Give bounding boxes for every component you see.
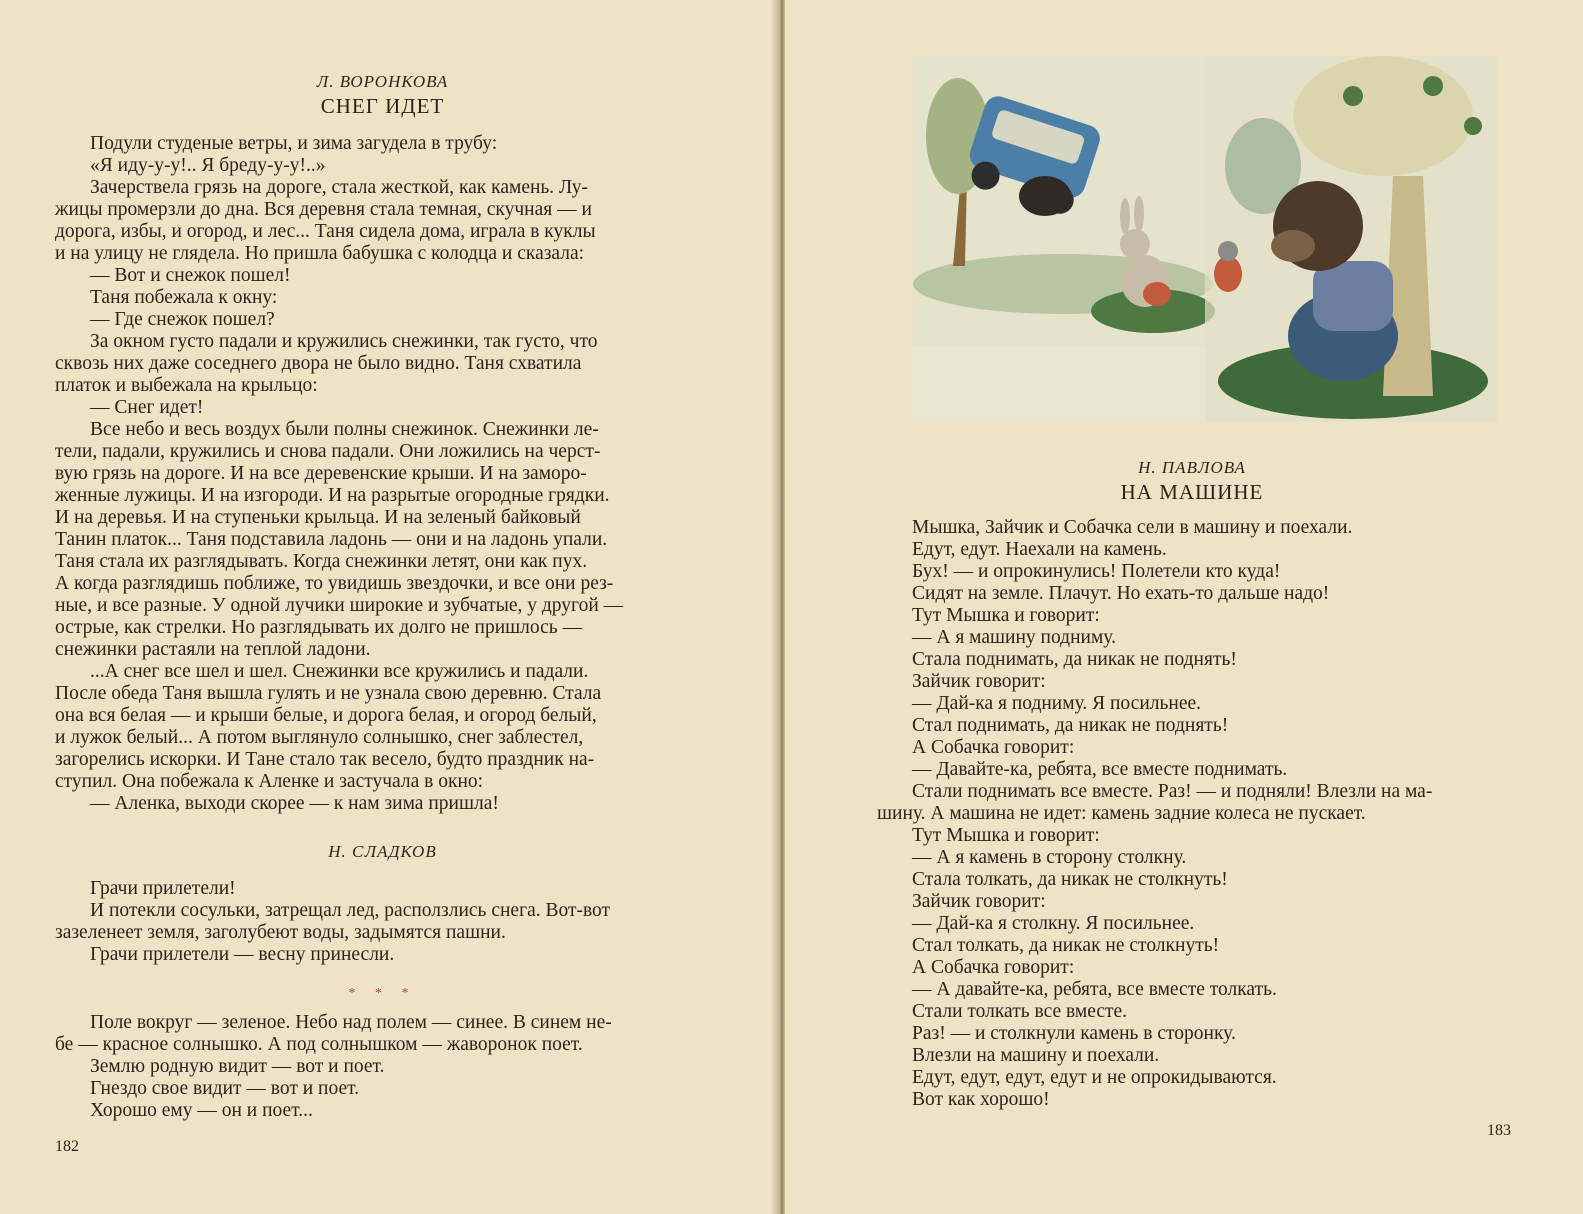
text-line: загорелись искорки. И Тане стало так весело, будто праздник на-	[55, 749, 595, 770]
text-line: — Вот и снежок пошел!	[90, 265, 291, 286]
text-line: «Я иду-у-у!.. Я бреду-у-у!..»	[90, 155, 326, 176]
text-line: Стал толкать, да никак не столкнуть!	[912, 935, 1220, 956]
text-line: — Дай-ка я столкну. Я посильнее.	[912, 913, 1195, 934]
text-line: жицы промерзли до дна. Вся деревня стала темная, скучная — и	[55, 199, 592, 220]
text-line: она вся белая — и крыши белые, и дорога белая, и огород белый,	[55, 705, 597, 726]
section-separator-stars: * * *	[348, 986, 417, 1001]
text-line: — Давайте-ка, ребята, все вместе поднимать.	[912, 759, 1288, 780]
text-line: Тут Мышка и говорит:	[912, 605, 1100, 626]
text-line: Мышка, Зайчик и Собачка сели в машину и поехали.	[912, 517, 1353, 538]
text-line: Грачи прилетели — весну принесли.	[90, 944, 395, 965]
story-title: НА МАШИНЕ	[1120, 480, 1264, 504]
story-author: Н. СЛАДКОВ	[328, 842, 437, 861]
text-line: — Где снежок пошел?	[90, 309, 275, 330]
story-text	[55, 878, 710, 966]
story-title: СНЕГ ИДЕТ	[320, 94, 445, 118]
text-line: Раз! — и столкнули камень в сторонку.	[912, 1023, 1236, 1044]
text-line: дорога, избы, и огород, и лес... Таня сидела дома, играла в куклы	[55, 221, 596, 242]
text-line: — Дай-ка я подниму. Я посильнее.	[912, 693, 1202, 714]
text-line: Таня побежала к окну:	[90, 287, 278, 308]
page-number: 183	[1487, 1122, 1511, 1139]
text-line: ные, и все разные. У одной лучики широкие и зубчатые, у другой —	[55, 595, 624, 616]
text-line: Зайчик говорит:	[912, 671, 1046, 692]
story-na-mashine	[877, 458, 1507, 1111]
text-line: Стал поднимать, да никак не поднять!	[912, 715, 1229, 736]
text-line: ...А снег все шел и шел. Снежинки все кружились и падали.	[90, 661, 589, 682]
story-author: Л. ВОРОНКОВА	[316, 72, 449, 91]
text-line: А Собачка говорит:	[912, 737, 1075, 758]
page-number: 182	[55, 1138, 79, 1155]
story-pole	[55, 986, 710, 1122]
right-page	[785, 0, 1583, 1214]
text-line: шину. А машина не идет: камень задние колеса не пускает.	[877, 803, 1366, 824]
text-line: Сидят на земле. Плачут. Но ехать-то дальше надо!	[912, 583, 1330, 604]
text-line: снежинки растаяли на теплой ладони.	[55, 639, 371, 660]
text-line: и на улицу не глядела. Но пришла бабушка с колодца и сказала:	[55, 243, 585, 264]
text-line: бе — красное солнышко. А под солнышком — жаворонок поет.	[55, 1034, 583, 1055]
text-line: и лужок белый... А потом выглянуло солнышко, снег заблестел,	[55, 727, 584, 748]
text-line: Зачерствела грязь на дороге, стала жесткой, как камень. Лу-	[90, 177, 589, 198]
text-line: Хорошо ему — он и поет...	[90, 1100, 313, 1121]
text-line: зазеленеет земля, заголубеют воды, задымятся пашни.	[55, 922, 506, 943]
text-line: Стали толкать все вместе.	[912, 1001, 1128, 1022]
text-line: Бух! — и опрокинулись! Полетели кто куда!	[912, 561, 1281, 582]
text-line: А Собачка говорит:	[912, 957, 1075, 978]
text-line: Едут, едут. Наехали на камень.	[912, 539, 1167, 560]
text-line: — Снег идет!	[90, 397, 204, 418]
text-line: Грачи прилетели!	[90, 878, 236, 899]
text-line: После обеда Таня вышла гулять и не узнала свою деревню. Стала	[55, 683, 602, 704]
text-line: Подули студеные ветры, и зима загудела в трубу:	[90, 133, 498, 154]
text-line: — А я камень в сторону столкну.	[912, 847, 1187, 868]
text-line: Зайчик говорит:	[912, 891, 1046, 912]
text-line: И на деревья. И на ступеньки крыльца. И на зеленый байковый	[55, 507, 581, 528]
text-line: Тут Мышка и говорит:	[912, 825, 1100, 846]
text-line: А когда разглядишь поближе, то увидишь звездочки, и все они рез-	[55, 573, 614, 594]
text-line: острые, как стрелки. Но разглядывать их долго не пришлось —	[55, 617, 583, 638]
text-line: Стали поднимать все вместе. Раз! — и подняли! Влезли на ма-	[912, 781, 1433, 802]
story-text	[55, 1012, 710, 1122]
text-line: И потекли сосульки, затрещал лед, расползлись снега. Вот-вот	[90, 900, 611, 921]
text-line: тели, падали, кружились и снова падали. Они ложились на черст-	[55, 441, 601, 462]
text-line: Таня стала их разглядывать. Когда снежинки летят, они как пух.	[55, 551, 588, 572]
left-page	[0, 0, 780, 1214]
text-line: Влезли на машину и поехали.	[912, 1045, 1160, 1066]
story-illustration	[913, 56, 1497, 422]
text-line: Едут, едут, едут, едут и не опрокидываются.	[912, 1067, 1277, 1088]
text-line: платок и выбежала на крыльцо:	[55, 375, 318, 396]
story-author: Н. ПАВЛОВА	[1138, 458, 1246, 477]
text-line: Гнездо свое видит — вот и поет.	[90, 1078, 360, 1099]
story-text	[877, 517, 1507, 1111]
story-grachi	[55, 842, 710, 966]
text-line: Вот как хорошо!	[912, 1089, 1050, 1110]
text-line: Танин платок... Таня подставила ладонь — они и на ладонь упали.	[55, 529, 608, 550]
text-line: За окном густо падали и кружились снежинки, так густо, что	[90, 331, 598, 352]
text-line: Стала поднимать, да никак не поднять!	[912, 649, 1237, 670]
story-text	[55, 133, 710, 815]
story-sneg-idet	[55, 72, 710, 815]
text-line: женные лужицы. И на изгороди. И на разрытые огородные грядки.	[55, 485, 610, 506]
text-line: Все небо и весь воздух были полны снежинок. Снежинки ле-	[90, 419, 599, 440]
text-line: — А давайте-ка, ребята, все вместе толкать.	[912, 979, 1277, 1000]
text-line: ступил. Она побежала к Аленке и застучала в окно:	[55, 771, 484, 792]
text-line: Землю родную видит — вот и поет.	[90, 1056, 385, 1077]
text-line: Поле вокруг — зеленое. Небо над полем — синее. В синем не-	[90, 1012, 612, 1033]
text-line: — А я машину подниму.	[912, 627, 1116, 648]
text-line: вую грязь на дороге. И на все деревенские крыши. И на заморо-	[55, 463, 587, 484]
text-line: Стала толкать, да никак не столкнуть!	[912, 869, 1228, 890]
text-line: — Аленка, выходи скорее — к нам зима пришла!	[90, 793, 499, 814]
text-line: сквозь них даже соседнего двора не было видно. Таня схватила	[55, 353, 582, 374]
